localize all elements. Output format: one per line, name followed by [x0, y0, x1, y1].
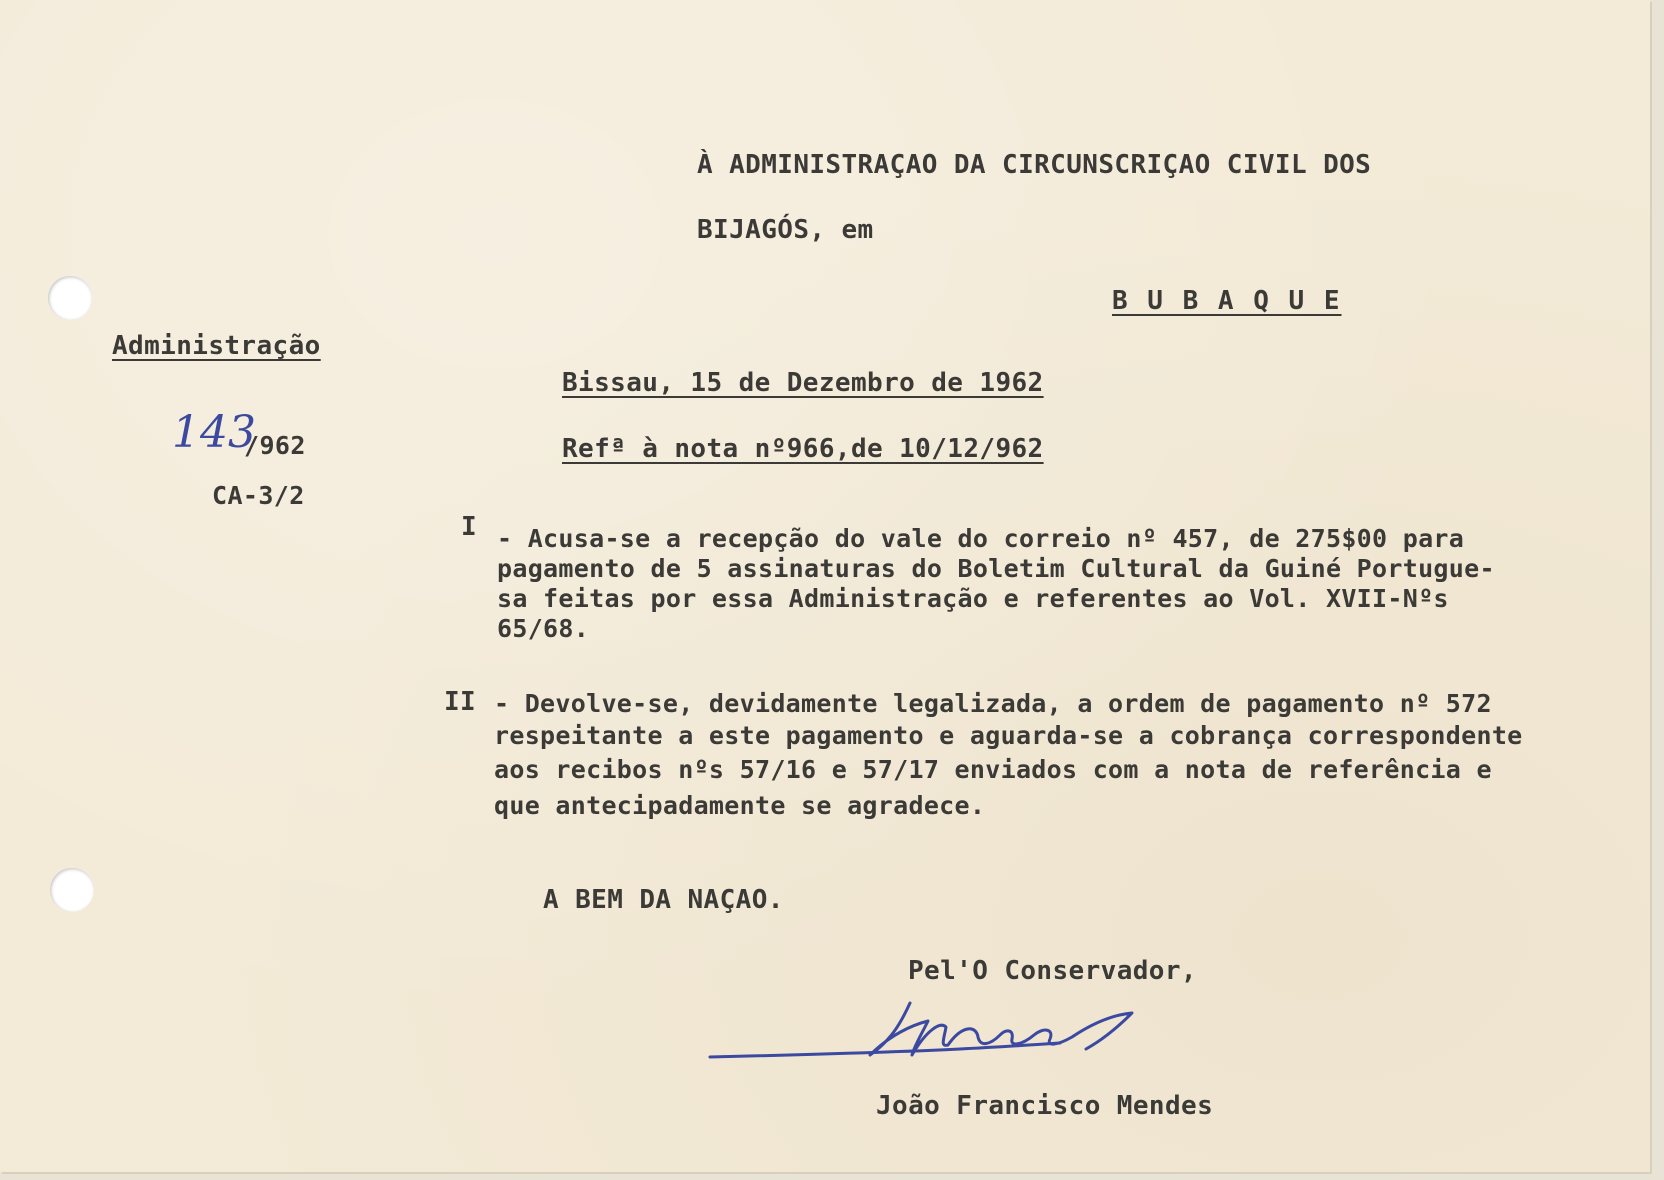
signatory-name: João Francisco Mendes	[876, 1091, 1214, 1121]
paragraph-1-line-1: - Acusa-se a recepção do vale do correio nº 457, de 275$00 para	[497, 524, 1465, 553]
paragraph-2-line-2: respeitante a este pagamento e aguarda-se a cobrança correspondente	[494, 721, 1523, 750]
punch-hole-top	[48, 276, 92, 320]
department-heading: Administração	[112, 331, 321, 361]
paragraph-1-line-2: pagamento de 5 assinaturas do Boletim Cultural da Guiné Portugue-	[497, 554, 1495, 583]
archive-code: CA-3/2	[212, 481, 305, 510]
addressee-line-2: BIJAGÓS, em	[697, 215, 874, 245]
handwritten-ref-number: 143	[172, 407, 256, 458]
paragraph-2-line-3: aos recibos nºs 57/16 e 57/17 enviados com a nota de referência e	[494, 755, 1492, 784]
signature-on-behalf: Pel'O Conservador,	[908, 956, 1197, 986]
punch-hole-bottom	[50, 868, 94, 912]
closing-salutation: A BEM DA NAÇAO.	[543, 885, 784, 915]
addressee-line-1: À ADMINISTRAÇAO DA CIRCUNSCRIÇAO CIVIL DOS	[697, 150, 1372, 180]
handwritten-signature	[700, 995, 1220, 1105]
paragraph-1-numeral: I	[461, 512, 478, 542]
paragraph-1-line-4: 65/68.	[497, 614, 590, 643]
reference-line: Refª à nota nº966,de 10/12/962	[562, 434, 1044, 464]
ref-number-year: /962	[244, 431, 306, 460]
paragraph-2-numeral: II	[444, 687, 477, 717]
paragraph-2-line-1: - Devolve-se, devidamente legalizada, a ordem de pagamento nº 572	[494, 689, 1492, 718]
addressee-place: B U B A Q U E	[1112, 286, 1342, 316]
paragraph-2-line-4: que antecipadamente se agradece.	[494, 791, 986, 820]
date-line: Bissau, 15 de Dezembro de 1962	[562, 368, 1044, 398]
paragraph-1-line-3: sa feitas por essa Administração e referentes ao Vol. XVII-Nºs	[497, 584, 1449, 613]
